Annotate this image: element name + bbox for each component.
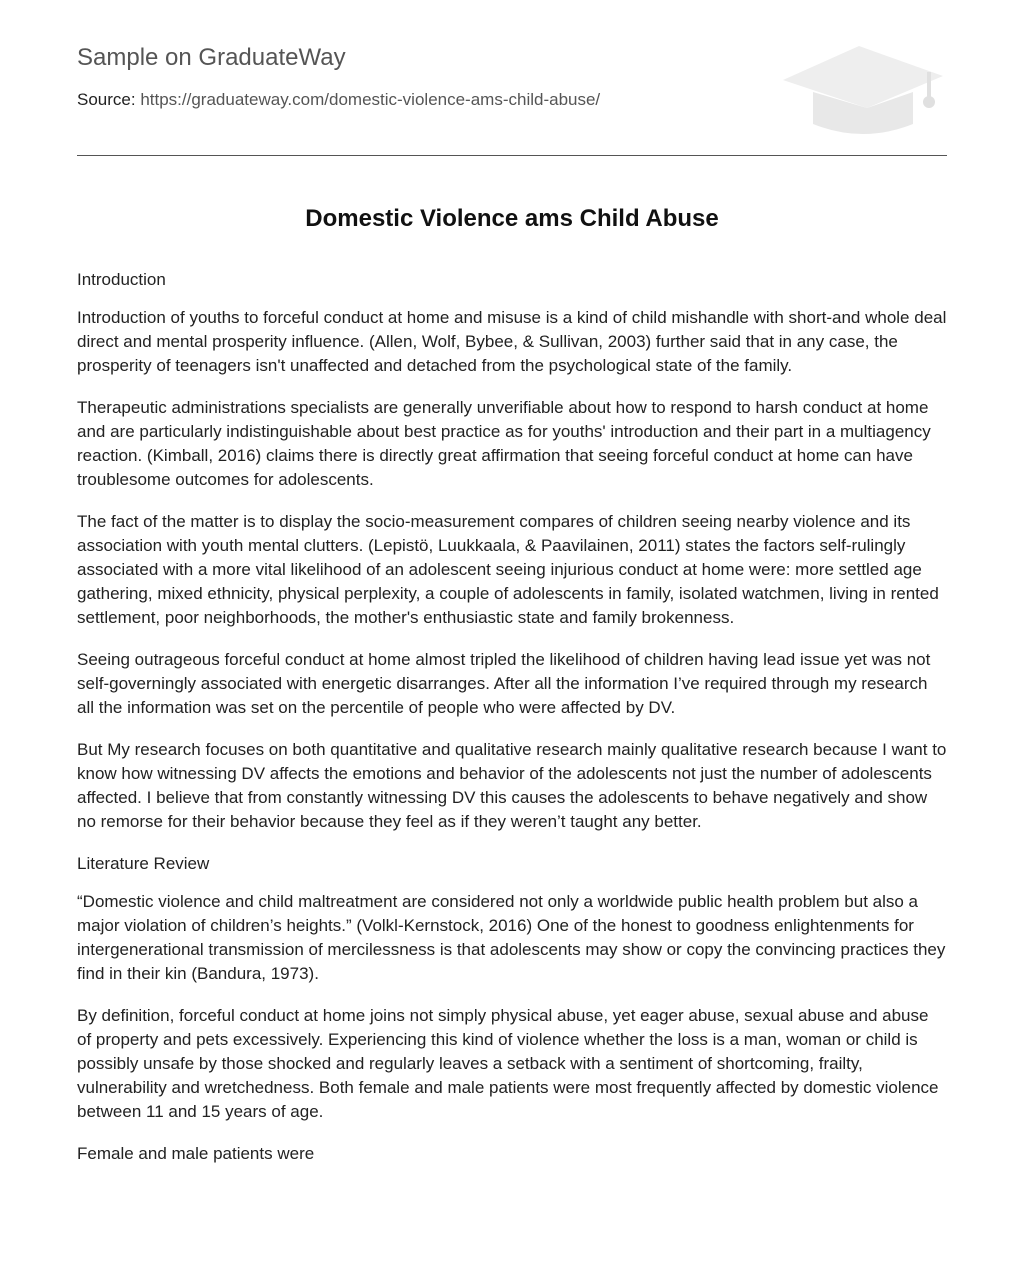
graduation-cap-icon	[777, 28, 949, 136]
section-heading-introduction: Introduction	[77, 270, 166, 289]
paragraph: Seeing outrageous forceful conduct at home almost tripled the likelihood of children having lead issue yet was not self-governingly associated with energetic disarranges. After all the information I’ve required through my research all the information was set on the percentile of people who were affected by DV.	[77, 650, 931, 717]
paragraph: The fact of the matter is to display the socio-measurement compares of children seeing nearby violence and its association with youth mental clutters. (Lepistö, Luukkaala, & Paavilainen, 2011) states the factors self-rulingly associated with a more vital likelihood of an adolescent seeing injurious conduct at home were: more settled age gathering, mixed ethnicity, physical perplexity, a couple of adolescents in family, isolated watchmen, living in rented settlement, poor neighborhoods, the mother's enthusiastic state and family brokenness.	[77, 512, 939, 627]
site-name: Sample on GraduateWay	[77, 44, 346, 71]
paragraph: Female and male patients were	[77, 1144, 315, 1163]
paragraph: By definition, forceful conduct at home joins not simply physical abuse, yet eager abuse, sexual abuse and abuse of property and pets excessively. Experiencing this kind of violence whether the loss is a man, woman or child is possibly unsafe by those shocked and regularly leaves a setback with a sentiment of shortcoming, frailty, vulnerability and wretchedness. Both female and male patients were most frequently affected by domestic violence between 11 and 15 years of age.	[77, 1006, 939, 1121]
header-divider	[77, 155, 947, 156]
paragraph: Therapeutic administrations specialists are generally unverifiable about how to respond to harsh conduct at home and are particularly indistinguishable about best practice as for youths' introduction and their part in a multiagency reaction. (Kimball, 2016) claims there is directly great affirmation that seeing forceful conduct at home can have troublesome outcomes for adolescents.	[77, 398, 931, 489]
source-line	[77, 90, 600, 110]
paragraph: But My research focuses on both quantitative and qualitative research mainly qualitative research because I want to know how witnessing DV affects the emotions and behavior of the adolescents not just the number of adolescents affected. I believe that from constantly witnessing DV this causes the adolescents to behave negatively and show no remorse for their behavior because they feel as if they weren’t taught any better.	[77, 740, 947, 831]
paragraph: Introduction of youths to forceful conduct at home and misuse is a kind of child mishandle with short-and whole deal direct and mental prosperity influence. (Allen, Wolf, Bybee, & Sullivan, 2003) further said that in any case, the prosperity of teenagers isn't unaffected and detached from the psychological state of the family.	[77, 308, 947, 375]
document-body	[77, 268, 947, 1184]
source-link[interactable]: https://graduateway.com/domestic-violence-ams-child-abuse/	[140, 90, 601, 109]
source-label: Source:	[77, 90, 136, 109]
section-heading-literature-review: Literature Review	[77, 854, 210, 873]
paragraph: “Domestic violence and child maltreatment are considered not only a worldwide public health problem but also a major violation of children’s heights.” (Volkl-Kernstock, 2016) One of the honest to goodness enlightenments for intergenerational transmission of mercilessness is that adolescents may show or copy the convincing practices they find in their kin (Bandura, 1973).	[77, 892, 946, 983]
page-header	[77, 0, 947, 156]
document-title: Domestic Violence ams Child Abuse	[305, 205, 719, 232]
